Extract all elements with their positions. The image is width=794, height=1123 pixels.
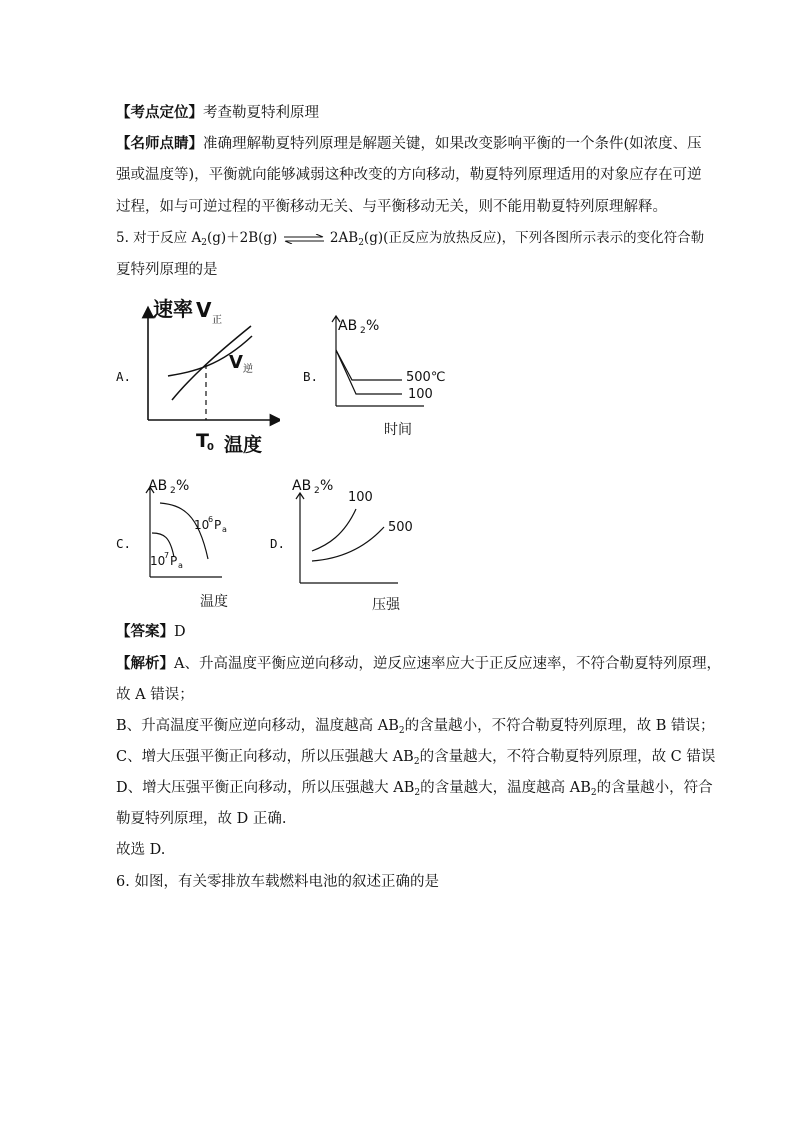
- q5-stem-line2: 夏特列原理的是: [116, 262, 218, 278]
- analysis-line5-c: 的含量越小，符合: [596, 780, 713, 796]
- analysis-line5-sub: 2: [414, 788, 421, 798]
- mingshi-line3: 过程，如与可逆过程的平衡移动无关、与平衡移动无关，则不能用勒夏特列原理解释。: [116, 199, 667, 215]
- graph-b-xlabel: 时间: [384, 422, 412, 438]
- analysis-line6: 勒夏特列原理，故 D 正确.: [116, 811, 287, 827]
- q6-stem: 6. 如图，有关零排放车载燃料电池的叙述正确的是: [116, 874, 439, 890]
- mingshi-line1: [116, 134, 702, 154]
- graph-a-vni-label: V: [229, 352, 243, 373]
- graph-b-ylabel-sub: 2: [360, 326, 366, 336]
- analysis-line4: [116, 747, 715, 772]
- graph-a-ylabel: 速率: [153, 297, 193, 321]
- graph-c-label-107: 10: [150, 554, 166, 568]
- graph-b-ylabel: AB: [338, 318, 358, 334]
- answer-tag: 【答案】: [116, 623, 174, 640]
- analysis-text1: A、升高温度平衡应逆向移动，逆反应速率应大于正反应速率，不符合勒夏特列原理，: [174, 656, 721, 672]
- graph-d-xlabel: 压强: [372, 597, 400, 613]
- graph-d-curve-500: [312, 527, 384, 561]
- graph-c-label-106-unit: P: [214, 518, 222, 532]
- graph-b-ylabel-pct: %: [366, 318, 380, 334]
- answer-line: [116, 622, 186, 642]
- graph-c-label-106-exp: 6: [208, 515, 214, 524]
- graph-b-label-500: 500℃: [406, 370, 446, 385]
- analysis-line3-b: 的含量越小，不符合勒夏特列原理，故 B 错误；: [404, 718, 715, 734]
- graph-b-curve-100: [336, 350, 402, 394]
- analysis-line5-sub2: 2: [590, 788, 597, 798]
- mingshi-line2: 强或温度等)，平衡就向能够减弱这种改变的方向移动，勒夏特列原理适用的对象应存在可逆: [116, 167, 702, 183]
- graph-d: [286, 473, 426, 613]
- graph-c-label-107-unit-sub: a: [178, 561, 183, 570]
- reaction-ab2: 2AB: [325, 230, 359, 246]
- graph-a-v-zheng-sub: 正: [212, 315, 222, 326]
- graph-a-v-label: V: [196, 298, 212, 322]
- analysis-line4-b: 的含量越大，不符合勒夏特列原理，故 C 错误: [419, 749, 716, 765]
- analysis-line4-sub: 2: [413, 757, 420, 767]
- graph-c-label-106-unit-sub: a: [222, 525, 227, 534]
- analysis-line3-sub: 2: [398, 726, 405, 736]
- reaction-left: (g)＋2B(g): [206, 230, 278, 246]
- graph-c-label-107-exp: 7: [164, 551, 170, 560]
- reaction-right: (g): [363, 230, 384, 246]
- analysis-line5: [116, 778, 713, 803]
- analysis-line2: 故 A 错误；: [116, 687, 194, 703]
- reaction-sub-b: 2: [358, 238, 364, 248]
- analysis-line5-b: 的含量越大，温度越高 AB: [420, 780, 591, 796]
- q5-suffix: (正反应为放热反应)，下列各图所示表示的变化符合勒: [383, 230, 705, 246]
- analysis-line7: 故选 D.: [116, 842, 166, 858]
- graph-b: [326, 312, 466, 442]
- analysis-line5-a: D、增大压强平衡正向移动，所以压强越大 AB: [116, 780, 415, 796]
- graph-d-label-500: 500: [388, 520, 413, 535]
- option-b-label: B.: [303, 369, 319, 384]
- graph-c-ylabel-pct: %: [176, 478, 190, 494]
- kaodian-tag: 【考点定位】: [116, 104, 203, 121]
- mingshi-text1: 准确理解勒夏特列原理是解题关键，如果改变影响平衡的一个条件(如浓度、压: [203, 136, 702, 152]
- analysis-line4-a: C、增大压强平衡正向移动，所以压强越大 AB: [116, 749, 414, 765]
- graph-d-label-100: 100: [348, 490, 373, 505]
- kaodian-text: 考查勒夏特利原理: [203, 105, 319, 121]
- option-d-label: D.: [270, 536, 286, 551]
- analysis-line1: [116, 654, 721, 674]
- graph-c-ylabel-sub: 2: [170, 486, 176, 496]
- graph-a-t0: T: [196, 430, 209, 452]
- analysis-tag: 【解析】: [116, 655, 174, 672]
- reaction-sub: 2: [201, 238, 207, 248]
- graph-d-ylabel-pct: %: [320, 478, 334, 494]
- graph-d-curve-100: [312, 509, 356, 551]
- reaction-a2: A: [191, 230, 202, 246]
- mingshi-tag: 【名师点睛】: [116, 135, 203, 152]
- analysis-line3: [116, 716, 715, 741]
- answer-value: D: [174, 624, 186, 640]
- graph-a-v-ni-sub: 逆: [243, 364, 253, 375]
- equilibrium-arrow-icon: [282, 234, 326, 244]
- graph-a: [140, 296, 280, 460]
- graph-c-ylabel: AB: [148, 478, 168, 494]
- kaodian-line: [116, 103, 319, 123]
- graph-c-xlabel: 温度: [200, 594, 228, 610]
- graph-b-label-100: 100: [408, 387, 433, 402]
- graph-a-xlabel: 温度: [224, 434, 263, 456]
- analysis-line3-a: B、升高温度平衡应逆向移动，温度越高 AB: [116, 718, 399, 734]
- graph-c-label-107-unit: P: [170, 554, 178, 568]
- graph-d-ylabel-sub: 2: [314, 486, 320, 496]
- q5-prefix: 5. 对于反应: [116, 230, 192, 246]
- graph-c-label-106: 10: [194, 518, 210, 532]
- graph-c: [140, 473, 260, 613]
- option-c-label: C.: [116, 536, 132, 551]
- option-a-label: A.: [116, 369, 132, 384]
- graph-b-curve-500: [336, 350, 402, 380]
- graph-d-ylabel: AB: [292, 478, 312, 494]
- q5-stem: [116, 228, 704, 253]
- graph-a-t0-sub: 0: [207, 442, 214, 453]
